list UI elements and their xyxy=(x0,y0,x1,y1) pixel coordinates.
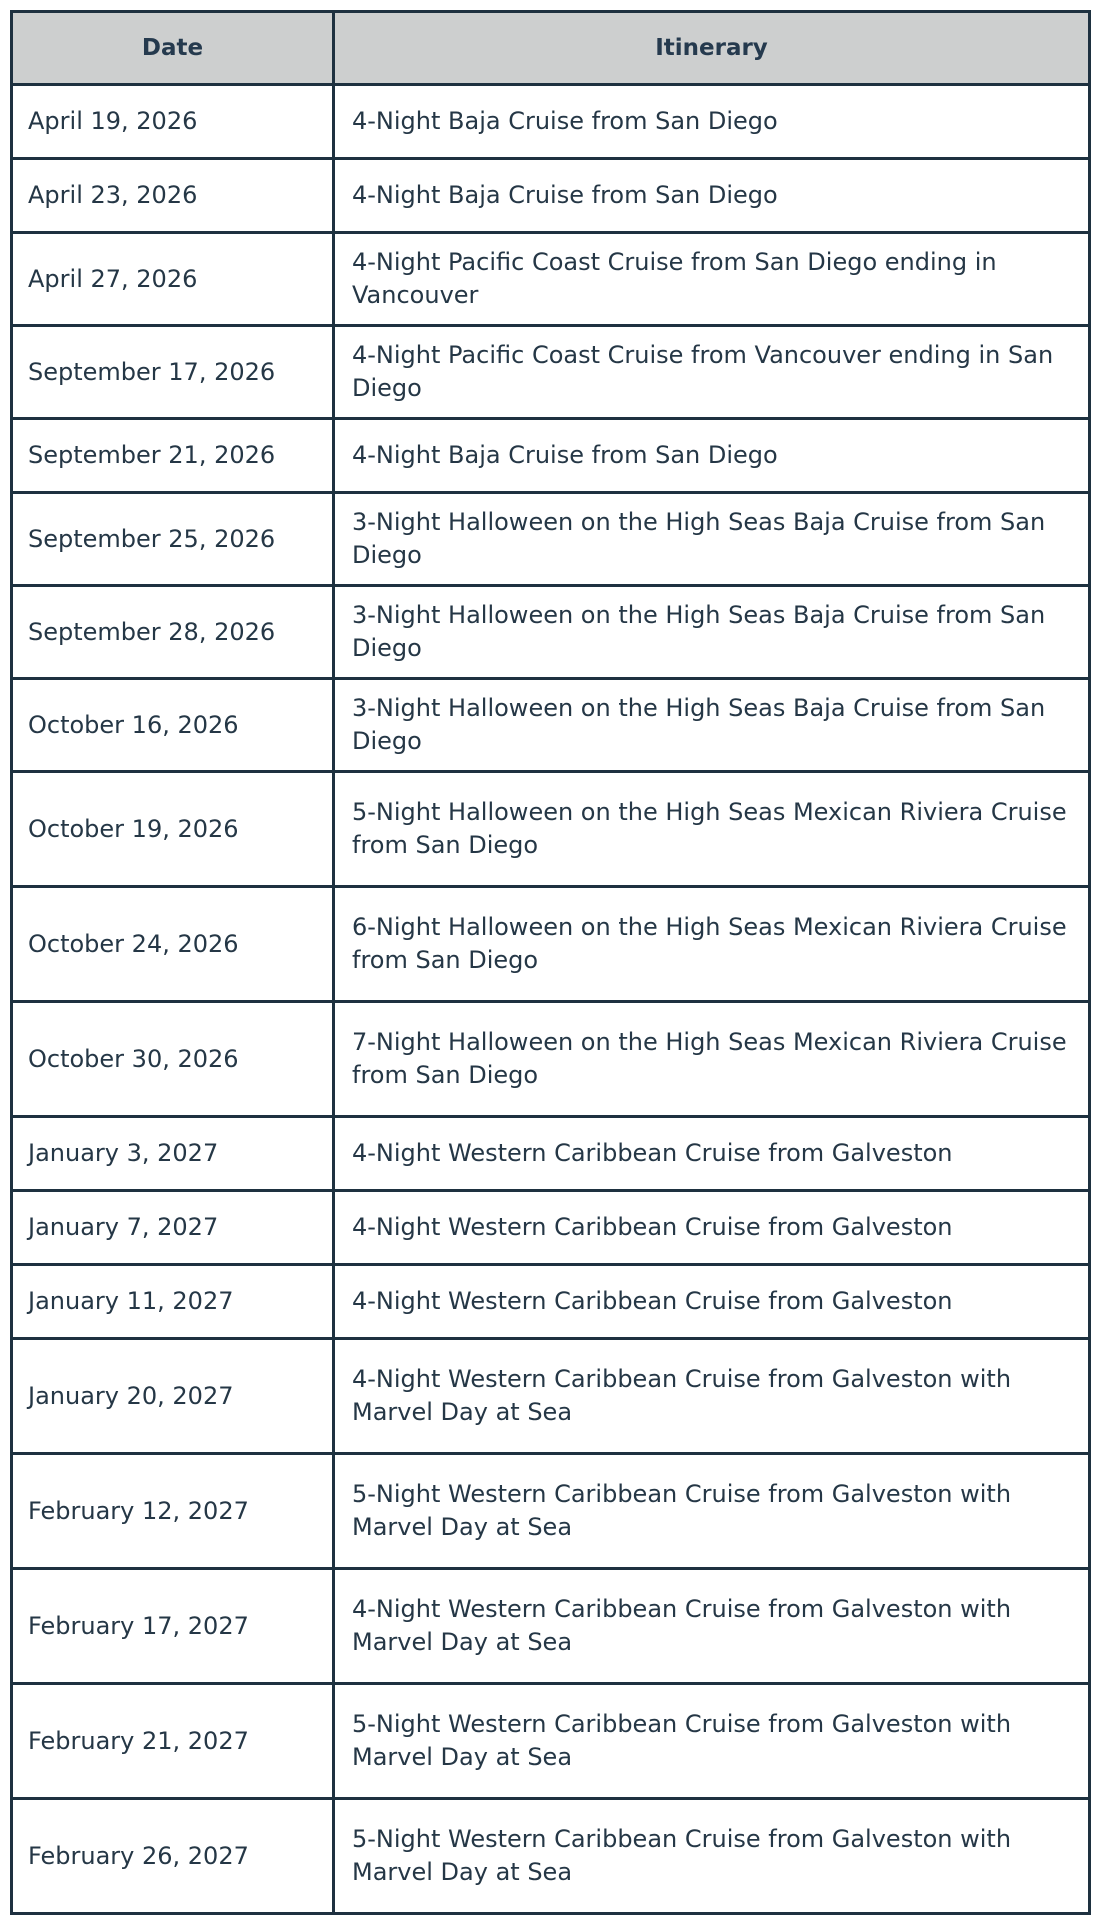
table-row xyxy=(12,1799,1090,1914)
table-row xyxy=(12,1454,1090,1569)
date-cell: April 23, 2026 xyxy=(12,159,334,233)
table-row xyxy=(12,1339,1090,1454)
itinerary-column-header: Itinerary xyxy=(334,12,1090,85)
itinerary-cell: 4-Night Baja Cruise from San Diego xyxy=(334,419,1090,493)
date-cell: September 17, 2026 xyxy=(12,326,334,419)
itinerary-cell: 3-Night Halloween on the High Seas Baja Cruise from San Diego xyxy=(334,586,1090,679)
date-cell: January 20, 2027 xyxy=(12,1339,334,1454)
table-row xyxy=(12,85,1090,159)
date-cell: April 27, 2026 xyxy=(12,233,334,326)
date-column-header: Date xyxy=(12,12,334,85)
date-cell: January 7, 2027 xyxy=(12,1191,334,1265)
table-header xyxy=(12,12,1090,85)
itinerary-cell: 3-Night Halloween on the High Seas Baja Cruise from San Diego xyxy=(334,493,1090,586)
date-cell: October 24, 2026 xyxy=(12,887,334,1002)
table-row xyxy=(12,679,1090,772)
date-cell: September 21, 2026 xyxy=(12,419,334,493)
itinerary-cell: 4-Night Western Caribbean Cruise from Galveston xyxy=(334,1265,1090,1339)
itinerary-cell: 4-Night Pacific Coast Cruise from Vancouver ending in San Diego xyxy=(334,326,1090,419)
table-body xyxy=(12,85,1090,1914)
itinerary-cell: 5-Night Western Caribbean Cruise from Galveston with Marvel Day at Sea xyxy=(334,1684,1090,1799)
itinerary-cell: 5-Night Halloween on the High Seas Mexican Riviera Cruise from San Diego xyxy=(334,772,1090,887)
date-cell: October 19, 2026 xyxy=(12,772,334,887)
date-cell: April 19, 2026 xyxy=(12,85,334,159)
date-cell: January 11, 2027 xyxy=(12,1265,334,1339)
itinerary-cell: 5-Night Western Caribbean Cruise from Galveston with Marvel Day at Sea xyxy=(334,1799,1090,1914)
itinerary-cell: 4-Night Baja Cruise from San Diego xyxy=(334,159,1090,233)
itinerary-cell: 4-Night Western Caribbean Cruise from Galveston with Marvel Day at Sea xyxy=(334,1569,1090,1684)
table-row xyxy=(12,586,1090,679)
table-row xyxy=(12,326,1090,419)
table-row xyxy=(12,1569,1090,1684)
date-cell: September 25, 2026 xyxy=(12,493,334,586)
table-row xyxy=(12,1191,1090,1265)
header-row xyxy=(12,12,1090,85)
cruise-schedule-table-container xyxy=(10,10,1088,1915)
table-row xyxy=(12,887,1090,1002)
itinerary-cell: 4-Night Pacific Coast Cruise from San Diego ending in Vancouver xyxy=(334,233,1090,326)
date-cell: October 30, 2026 xyxy=(12,1002,334,1117)
itinerary-cell: 7-Night Halloween on the High Seas Mexican Riviera Cruise from San Diego xyxy=(334,1002,1090,1117)
itinerary-cell: 4-Night Baja Cruise from San Diego xyxy=(334,85,1090,159)
table-row xyxy=(12,159,1090,233)
table-row xyxy=(12,1684,1090,1799)
table-row xyxy=(12,1117,1090,1191)
itinerary-cell: 4-Night Western Caribbean Cruise from Galveston xyxy=(334,1117,1090,1191)
date-cell: October 16, 2026 xyxy=(12,679,334,772)
date-cell: January 3, 2027 xyxy=(12,1117,334,1191)
date-cell: February 26, 2027 xyxy=(12,1799,334,1914)
date-cell: February 21, 2027 xyxy=(12,1684,334,1799)
date-cell: February 12, 2027 xyxy=(12,1454,334,1569)
itinerary-cell: 3-Night Halloween on the High Seas Baja Cruise from San Diego xyxy=(334,679,1090,772)
itinerary-cell: 4-Night Western Caribbean Cruise from Galveston xyxy=(334,1191,1090,1265)
table-row xyxy=(12,1265,1090,1339)
table-row xyxy=(12,493,1090,586)
table-row xyxy=(12,1002,1090,1117)
itinerary-cell: 6-Night Halloween on the High Seas Mexican Riviera Cruise from San Diego xyxy=(334,887,1090,1002)
table-row xyxy=(12,419,1090,493)
itinerary-cell: 5-Night Western Caribbean Cruise from Galveston with Marvel Day at Sea xyxy=(334,1454,1090,1569)
date-cell: February 17, 2027 xyxy=(12,1569,334,1684)
itinerary-cell: 4-Night Western Caribbean Cruise from Galveston with Marvel Day at Sea xyxy=(334,1339,1090,1454)
table-row xyxy=(12,772,1090,887)
cruise-schedule-table xyxy=(10,10,1091,1915)
date-cell: September 28, 2026 xyxy=(12,586,334,679)
table-row xyxy=(12,233,1090,326)
